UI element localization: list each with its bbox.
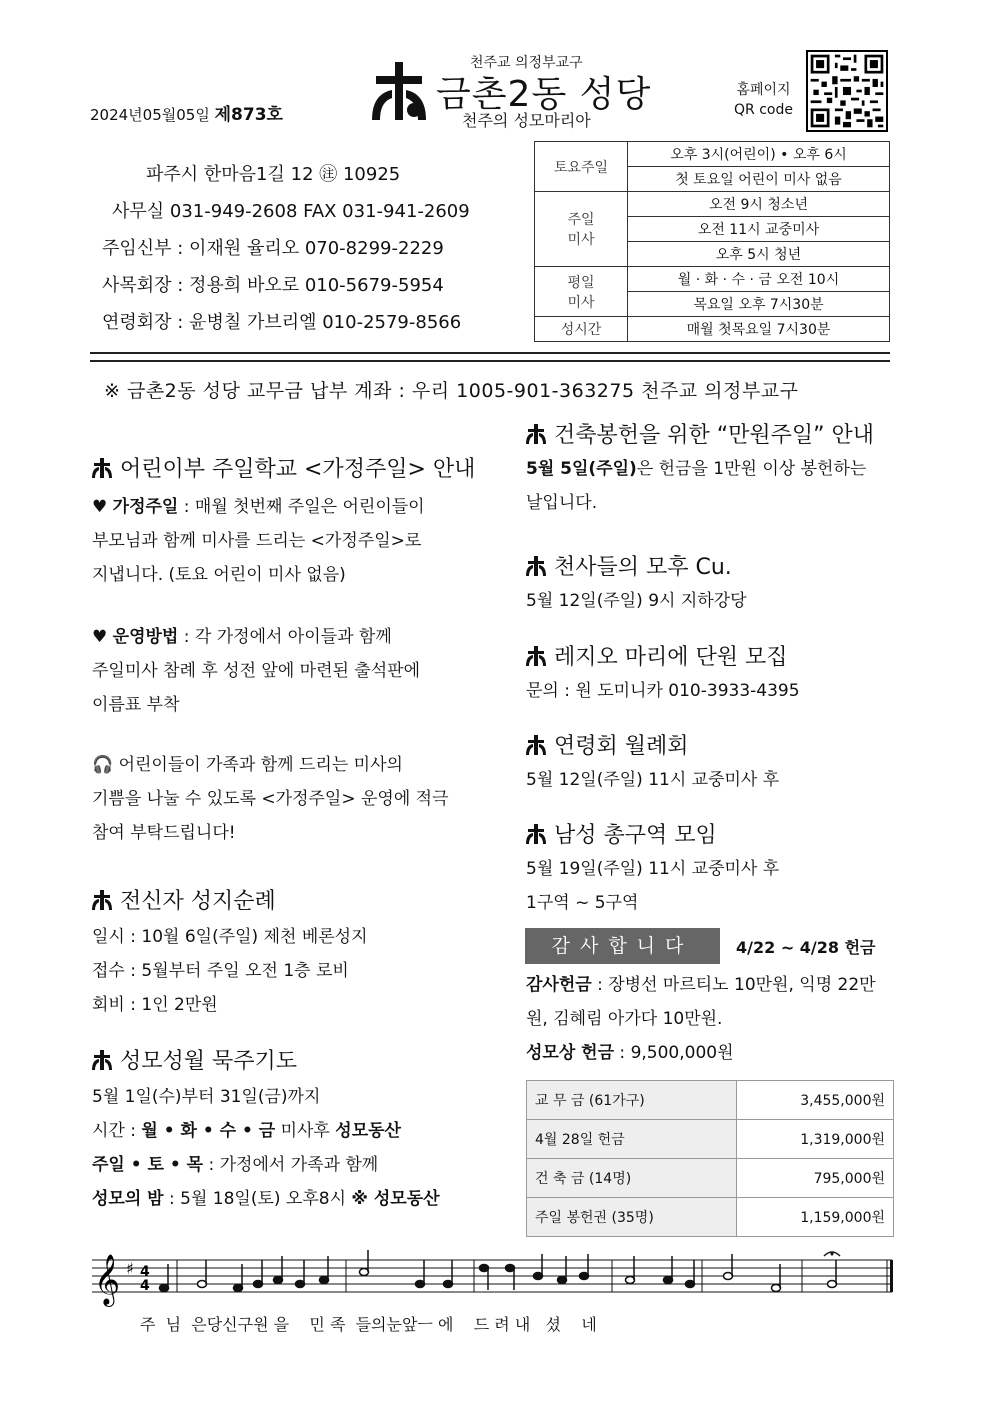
pilgrimage-fee: 회비 : 1인 2만원 <box>92 995 218 1015</box>
table-row <box>527 1120 894 1159</box>
pilgrimage-date: 일시 : 10월 6일(주일) 제천 베론성지 <box>92 927 368 947</box>
pilgrimage-details <box>92 920 368 1022</box>
family-sunday-text-3: 지냅니다. (토요 어린이 미사 없음) <box>92 565 346 585</box>
thanks-offering-label: 감사헌금 <box>526 975 592 995</box>
qr-label: QR code <box>734 102 793 118</box>
thanks-offering-text-2: 원, 김혜림 아가다 10만원. <box>526 1009 723 1029</box>
treble-clef-icon: 𝄞 <box>94 1254 121 1305</box>
svg-text:4: 4 <box>140 1278 150 1294</box>
music-staff <box>92 1250 904 1310</box>
angels-details: 5월 12일(주일) 9시 지하강당 <box>526 591 747 611</box>
building-text: 은 헌금을 1만원 이상 봉헌하는 <box>636 459 867 479</box>
office-phone: 사무실 031-949-2608 FAX 031-941-2609 <box>112 201 470 222</box>
diocese-name: 천주교 의정부교구 <box>470 55 583 71</box>
participation-text-1: 어린이들이 가족과 함께 드리는 미사의 <box>118 755 403 775</box>
heart-icon: ♥ <box>92 497 108 517</box>
rosary-details <box>92 1080 440 1216</box>
rosary-after: 미사후 <box>275 1121 336 1141</box>
men-meeting-details <box>526 852 779 920</box>
headphones-icon: 🎧 <box>92 755 114 775</box>
section-title-text: 건축봉헌을 위한 “만원주일” 안내 <box>554 423 875 448</box>
homepage-qr-label <box>734 80 793 120</box>
table-row <box>535 142 890 167</box>
section-title-text: 천사들의 모후 Cu. <box>554 555 732 580</box>
svg-text:4: 4 <box>140 1264 150 1280</box>
rosary-period: 5월 1일(수)부터 31일(금)까지 <box>92 1087 321 1107</box>
thanks-range: 4/22 ~ 4/28 헌금 <box>736 938 876 957</box>
building-text-2: 날입니다. <box>526 493 598 513</box>
cross-icon <box>526 824 546 844</box>
elders-contact: 연령회장 : 윤병칠 가브리엘 010-2579-8566 <box>102 312 462 333</box>
issue-number: 제873호 <box>214 105 283 125</box>
cross-icon <box>526 735 546 755</box>
cross-icon <box>92 458 112 478</box>
statue-offering-value: : 9,500,000원 <box>614 1043 734 1063</box>
building-date: 5월 5일(주일) <box>526 459 637 479</box>
rosary-time <box>92 1114 440 1148</box>
pastor-contact: 주임신부 : 이재원 율리오 070-8299-2229 <box>102 238 444 259</box>
church-logo-icon <box>368 60 430 122</box>
hour-label: 성시간 <box>535 317 628 342</box>
elders-meeting-details: 5월 12일(주일) 11시 교중미사 후 <box>526 770 780 790</box>
section-title-text: 성모성월 묵주기도 <box>120 1049 298 1074</box>
offering-value: 3,455,000원 <box>737 1081 894 1120</box>
men-meeting-districts: 1구역 ~ 5구역 <box>526 893 639 913</box>
thanks-banner: 감사합니다 <box>525 928 720 964</box>
section-title-text: 연령회 월례회 <box>554 734 689 759</box>
issue-date <box>90 100 283 125</box>
offering-label: 주일 봉헌권 (35명) <box>527 1198 737 1237</box>
legio-details: 문의 : 원 도미니카 010-3933-4395 <box>526 681 800 701</box>
table-row <box>535 192 890 217</box>
operation-text: : 각 가정에서 아이들과 함께 <box>178 627 392 647</box>
thanks-offering <box>526 968 906 1070</box>
mass-schedule-table <box>534 141 890 342</box>
section-title-elders <box>526 729 689 760</box>
table-row <box>535 267 890 292</box>
section-title-pilgrimage <box>92 884 276 915</box>
rosary-home-text: : 가정에서 가족과 함께 <box>203 1155 379 1175</box>
section-title-legio <box>526 640 788 671</box>
men-meeting-time: 5월 19일(주일) 11시 교중미사 후 <box>526 859 780 879</box>
operation-text-3: 이름표 부착 <box>92 695 180 715</box>
account-notice: ※ 금촌2동 성당 교무금 납부 계좌 : 우리 1005-901-363275 천주교 의정부교구 <box>104 380 799 402</box>
council-contact: 사목회장 : 정용희 바오로 010-5679-5954 <box>102 275 444 296</box>
cross-icon <box>92 1050 112 1070</box>
address: 파주시 한마음1길 12 ㊟ 10925 <box>146 164 401 185</box>
participation-text-2: 기쁨을 나눌 수 있도록 <가정주일> 운영에 적극 <box>92 789 449 809</box>
date-text: 2024년05월05일 <box>90 106 210 124</box>
table-row <box>527 1159 894 1198</box>
participation-paragraph <box>92 748 492 850</box>
week-time-2: 목요일 오후 7시30분 <box>628 292 890 317</box>
qr-code-icon[interactable] <box>806 50 888 132</box>
offering-label: 건 축 금 (14명) <box>527 1159 737 1198</box>
table-row <box>527 1198 894 1237</box>
offering-value: 1,159,000원 <box>737 1198 894 1237</box>
rosary-home-days: 주일 • 토 • 목 <box>92 1155 204 1175</box>
section-title-angels <box>526 550 732 581</box>
section-title-building <box>526 418 874 449</box>
rosary-night <box>92 1182 440 1216</box>
offering-value: 795,000원 <box>737 1159 894 1198</box>
offering-label: 4월 28일 헌금 <box>527 1120 737 1159</box>
statue-offering-label: 성모상 헌금 <box>526 1043 615 1063</box>
sat-time-1: 오후 3시(어린이) • 오후 6시 <box>628 142 890 167</box>
sat-label: 토요주일 <box>535 142 628 192</box>
cross-icon <box>526 646 546 666</box>
pilgrimage-registration: 접수 : 5월부터 주일 오전 1층 로비 <box>92 961 349 981</box>
week-label <box>535 267 628 317</box>
rosary-home <box>92 1148 440 1182</box>
patron-name: 천주의 성모마리아 <box>462 111 591 130</box>
cross-icon <box>92 890 112 910</box>
sun-label <box>535 192 628 267</box>
section-title-text: 남성 총구역 모임 <box>554 823 717 848</box>
family-sunday-text-2: 부모님과 함께 미사를 드리는 <가정주일>로 <box>92 531 422 551</box>
week-label-1: 평일 <box>567 274 595 291</box>
homepage-label: 홈페이지 <box>736 82 791 98</box>
rosary-night-time: : 5월 18일(토) 오후8시 <box>163 1189 352 1209</box>
section-title-text: 어린이부 주일학교 <가정주일> 안내 <box>120 457 476 482</box>
operation-text-2: 주일미사 참례 후 성전 앞에 마련된 출석판에 <box>92 661 421 681</box>
rosary-time-label: 시간 : <box>92 1121 142 1141</box>
week-label-2: 미사 <box>567 294 595 311</box>
operation-label: 운영방법 <box>112 627 179 647</box>
heart-icon: ♥ <box>92 627 108 647</box>
sun-label-1: 주일 <box>567 212 595 228</box>
family-sunday-label: 가정주일 <box>112 497 179 517</box>
sun-time-2: 오전 11시 교중미사 <box>628 217 890 242</box>
rosary-days: 월 • 화 • 수 • 금 <box>141 1121 276 1141</box>
hymn-lyrics: 주 님 은당신구원 을 민 족 들의눈앞ㅡ 에 드 려 내 셨 네 <box>140 1315 597 1334</box>
offering-label: 교 무 금 (61가구) <box>527 1081 737 1120</box>
cross-icon <box>526 424 546 444</box>
building-details <box>526 452 906 520</box>
operation-paragraph <box>92 620 492 722</box>
participation-text-3: 참여 부탁드립니다! <box>92 823 236 843</box>
rosary-night-label: 성모의 밤 <box>92 1189 164 1209</box>
section-title-text: 레지오 마리에 단원 모집 <box>554 645 788 670</box>
header-divider <box>90 352 890 362</box>
sun-time-1: 오전 9시 청소년 <box>628 192 890 217</box>
cross-icon <box>526 556 546 576</box>
sun-time-3: 오후 5시 청년 <box>628 242 890 267</box>
rosary-night-place: ※ 성모동산 <box>351 1189 440 1209</box>
offering-value: 1,319,000원 <box>737 1120 894 1159</box>
svg-text:♯: ♯ <box>126 1259 134 1278</box>
week-time-1: 월 · 화 · 수 · 금 오전 10시 <box>628 267 890 292</box>
table-row <box>527 1081 894 1120</box>
rosary-place: 성모동산 <box>335 1121 401 1141</box>
thanks-offering-text: : 장병선 마르티노 10만원, 익명 22만 <box>591 975 876 995</box>
sun-label-2: 미사 <box>567 232 595 248</box>
sat-time-2: 첫 토요일 어린이 미사 없음 <box>628 167 890 192</box>
section-title-childrens <box>92 452 475 483</box>
section-title-men <box>526 818 717 849</box>
offering-table <box>526 1080 894 1237</box>
table-row <box>535 317 890 342</box>
church-name: 금촌2동 성당 <box>436 74 652 115</box>
family-sunday-text: : 매월 첫번째 주일은 어린이들이 <box>178 497 425 517</box>
hour-time-1: 매월 첫목요일 7시30분 <box>628 317 890 342</box>
section-title-rosary <box>92 1044 297 1075</box>
section-title-text: 전신자 성지순례 <box>120 889 276 914</box>
family-sunday-paragraph <box>92 490 492 592</box>
